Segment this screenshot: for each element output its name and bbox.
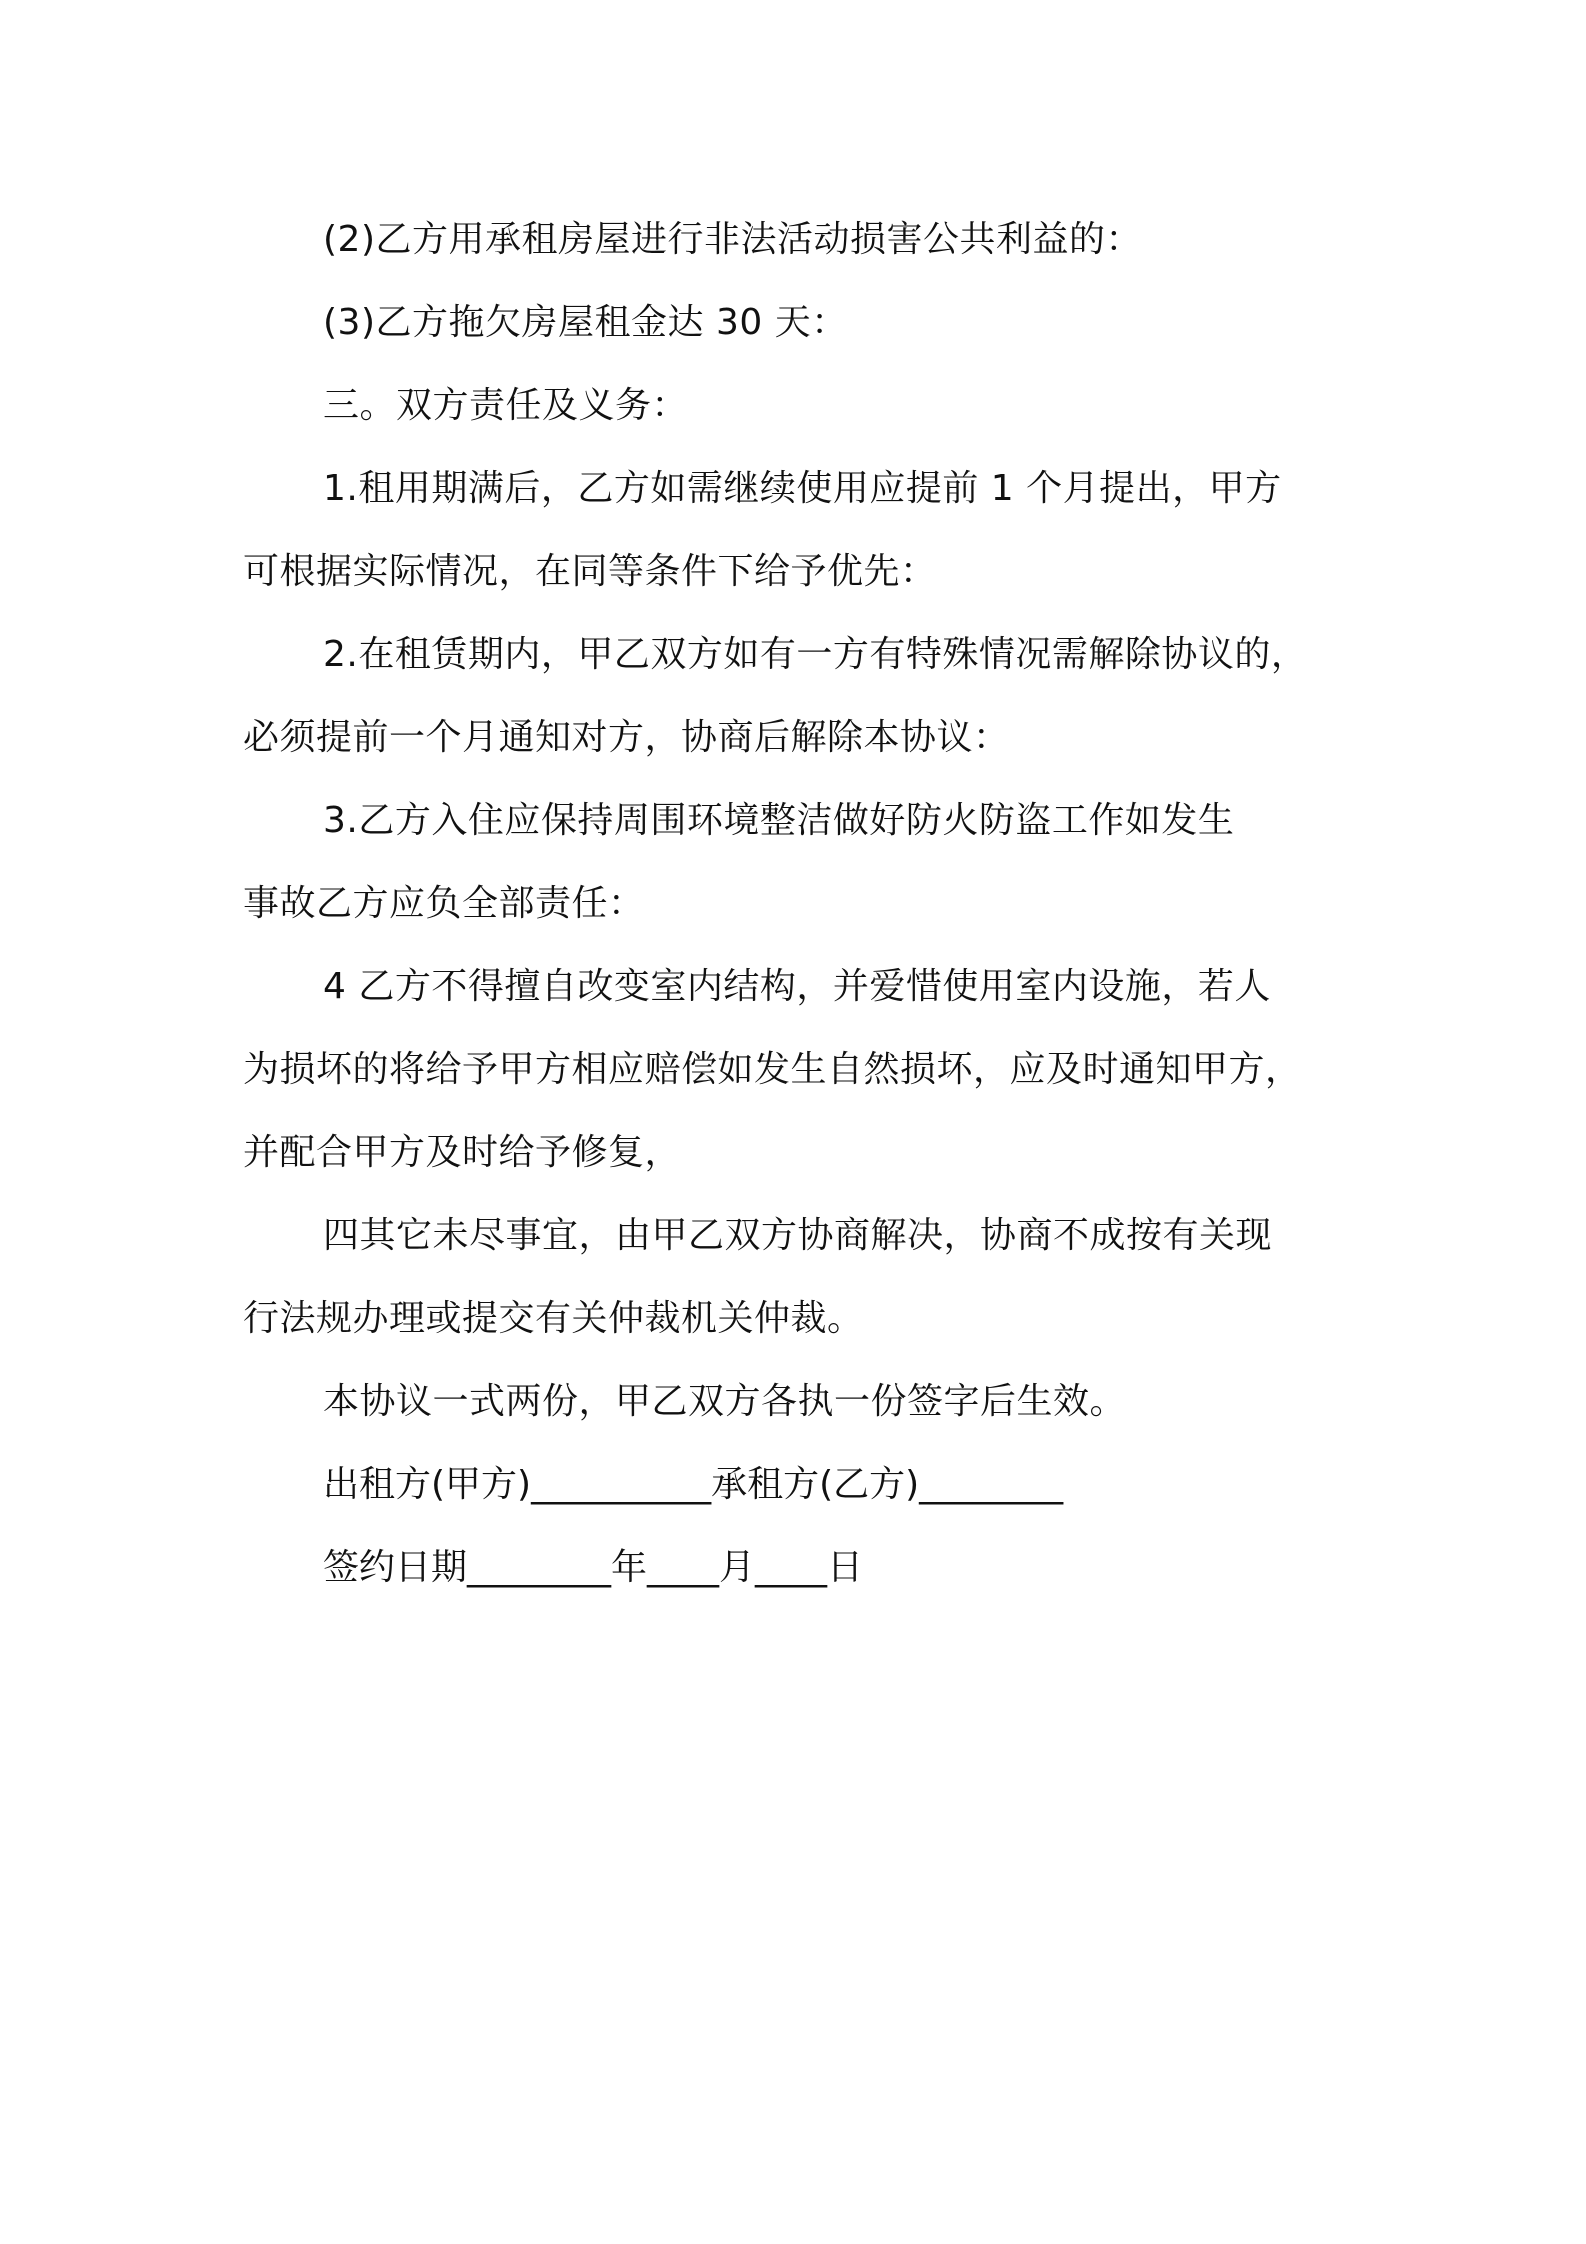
text-line: 必须提前一个月通知对方，协商后解除本协议： (243, 717, 1010, 758)
clause-2-illegal-use (243, 198, 1373, 281)
text-line: 四其它未尽事宜，由甲乙双方协商解决，协商不成按有关现 (323, 1215, 1273, 1256)
text-line: 1.租用期满后，乙方如需继续使用应提前 1 个月提出，甲方 (323, 468, 1282, 509)
signing-date-line: 签约日期________年____月____日 (323, 1547, 864, 1588)
section-three-heading (243, 364, 1373, 447)
text-line: 3.乙方入住应保持周围环境整洁做好防火防盗工作如发生 (323, 800, 1235, 841)
duty-clause-1 (243, 447, 1373, 613)
text-line: 4 乙方不得擅自改变室内结构，并爱惜使用室内设施，若人 (323, 966, 1271, 1007)
text-line: 可根据实际情况，在同等条件下给予优先： (243, 551, 937, 592)
text-line: (2)乙方用承租房屋进行非法活动损害公共利益的： (323, 219, 1142, 260)
section-four-other-matters (243, 1194, 1373, 1360)
effectiveness-clause (243, 1360, 1373, 1443)
text-line: 2.在租赁期内，甲乙双方如有一方有特殊情况需解除协议的， (323, 634, 1308, 675)
text-line: (3)乙方拖欠房屋租金达 30 天： (323, 302, 848, 343)
text-line: 三。双方责任及义务： (323, 385, 689, 426)
document-body (243, 198, 1373, 1609)
duty-clause-3 (243, 779, 1373, 945)
clause-3-rent-arrears (243, 281, 1373, 364)
signature-line: 出租方(甲方)__________承租方(乙方)________ (323, 1464, 1064, 1505)
text-line: 本协议一式两份，甲乙双方各执一份签字后生效。 (323, 1381, 1127, 1422)
text-line: 事故乙方应负全部责任： (243, 883, 645, 924)
duty-clause-4 (243, 945, 1373, 1194)
duty-clause-2 (243, 613, 1373, 779)
text-line: 并配合甲方及时给予修复， (243, 1132, 682, 1173)
text-line: 行法规办理或提交有关仲裁机关仲裁。 (243, 1298, 864, 1339)
text-line: 为损坏的将给予甲方相应赔偿如发生自然损坏，应及时通知甲方， (243, 1049, 1302, 1090)
